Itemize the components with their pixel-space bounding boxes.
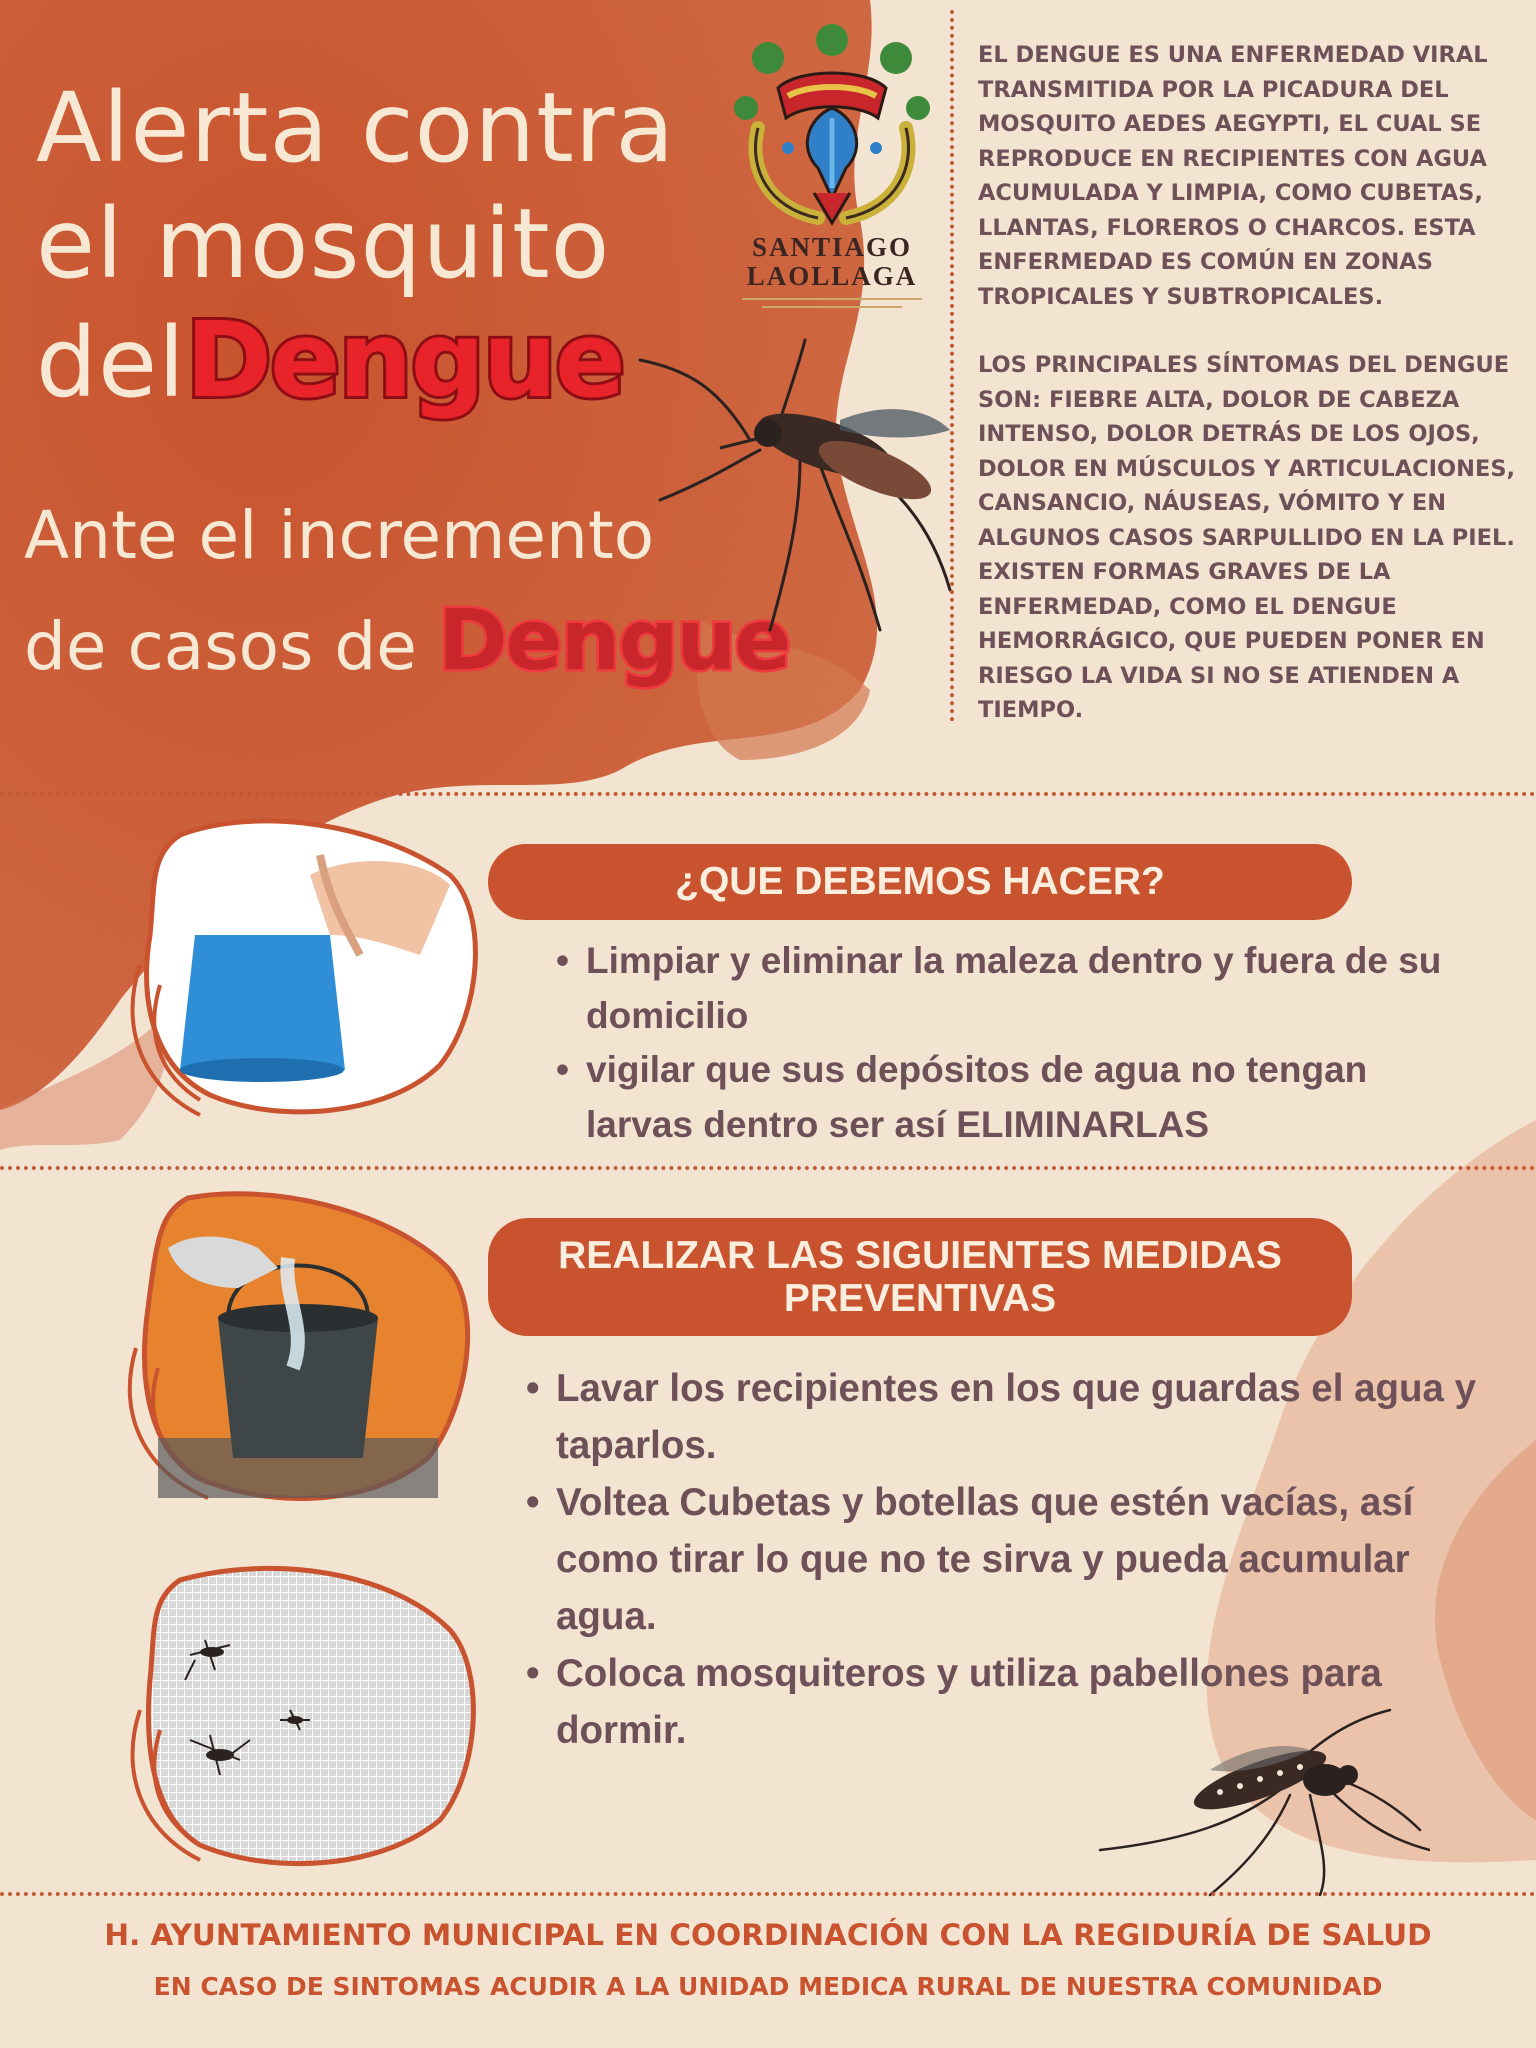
title-dengue-highlight: Dengue	[185, 299, 624, 421]
santiago-laollaga-logo	[728, 18, 936, 318]
screen-photo-icon	[120, 1560, 480, 1870]
list-item: • Voltea Cubetas y botellas que estén vacías, así como tirar lo que no te sirva y pueda acumular agua.	[526, 1474, 1506, 1645]
logo-text-line-2: LAOLLAGA	[746, 261, 918, 291]
section-1-heading: ¿QUE DEBEMOS HACER?	[488, 844, 1352, 920]
info-text	[978, 38, 1518, 762]
list-item: • Coloca mosquiteros y utiliza pabellones para dormir.	[526, 1645, 1506, 1759]
subtitle-line-1: Ante el incremento	[24, 497, 655, 574]
mosquito-illustration-icon	[600, 330, 960, 660]
list-item: • Limpiar y eliminar la maleza dentro y fuera de su domicilio	[556, 934, 1456, 1043]
mosquito-bottom-icon	[1090, 1700, 1430, 1900]
cup-photo-icon	[120, 815, 480, 1125]
footer-line-1: H. AYUNTAMIENTO MUNICIPAL EN COORDINACIÓN CON LA REGIDURÍA DE SALUD	[104, 1918, 1432, 1952]
bucket-photo-icon	[118, 1188, 478, 1508]
section-divider-2	[0, 1166, 1536, 1170]
logo-underline	[742, 295, 922, 311]
vertical-divider	[950, 10, 954, 722]
logo-emblem-icon	[728, 18, 936, 228]
info-paragraph-2: LOS PRINCIPALES SÍNTOMAS DEL DENGUE SON: FIEBRE ALTA, DOLOR DE CABEZA INTENSO, DOLOR DETRÁS DE LOS OJOS, DOLOR EN MÚSCULOS Y ARTICULACIONES, CANSANCIO, NÁUSEAS, VÓMITO Y EN ALGUNOS CASOS SARPULLIDO EN LA PIEL. EXISTEN FORMAS GRAVES DE LA ENFERMEDAD, COMO EL DENGUE HEMORRÁGICO, QUE PUEDEN PONER EN RIESGO LA VIDA SI NO SE ATIENDEN A TIEMPO.	[978, 352, 1516, 723]
section-2-heading: REALIZAR LAS SIGUIENTES MEDIDAS PREVENTIVAS	[488, 1218, 1352, 1336]
subtitle-dengue-highlight: Dengue	[437, 591, 790, 689]
subtitle-line-2-prefix: de casos de	[24, 608, 438, 685]
list-item: • vigilar que sus depósitos de agua no tengan larvas dentro ser así ELIMINARLAS	[556, 1043, 1456, 1152]
section-1-list	[556, 934, 1456, 1152]
info-paragraph-1: EL DENGUE ES UNA ENFERMEDAD VIRAL TRANSMITIDA POR LA PICADURA DEL MOSQUITO AEDES AEGYPTI, EL CUAL SE REPRODUCE EN RECIPIENTES CON AGUA ACUMULADA Y LIMPIA, COMO CUBETAS, LLANTAS, FLOREROS O CHARCOS. ESTA ENFERMEDAD ES COMÚN EN ZONAS TROPICALES Y SUBTROPICALES.	[978, 42, 1488, 310]
list-item: • Lavar los recipientes en los que guardas el agua y taparlos.	[526, 1360, 1506, 1474]
title-line-2: el mosquito	[36, 188, 611, 300]
section-divider-1	[0, 792, 1536, 796]
title-line-3-prefix: del	[36, 307, 186, 419]
logo-text-line-1: SANTIAGO	[751, 232, 913, 262]
title-line-3	[36, 299, 675, 421]
main-title	[36, 70, 675, 421]
footer-line-2: EN CASO DE SINTOMAS ACUDIR A LA UNIDAD MEDICA RURAL DE NUESTRA COMUNIDAD	[153, 1972, 1383, 2001]
section-divider-3	[0, 1892, 1536, 1896]
title-line-1: Alerta contra	[36, 72, 676, 184]
